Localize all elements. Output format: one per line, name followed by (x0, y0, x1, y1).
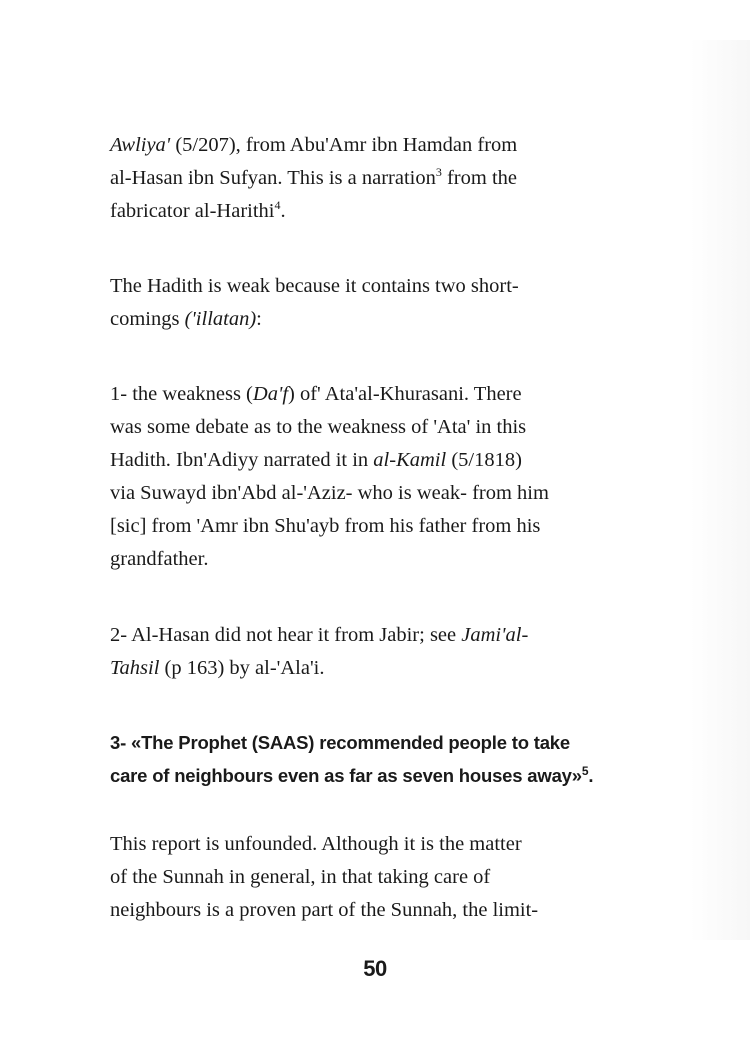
footnote-marker: 3 (435, 165, 442, 180)
text-line (110, 162, 632, 195)
italic-term: Da'f (252, 383, 289, 405)
text-line: 3- «The Prophet (SAAS) recommended people to take (110, 732, 570, 753)
line-text: : (256, 308, 262, 330)
line-text: 1- the weakness ( (110, 383, 253, 405)
hadith-heading (110, 726, 632, 792)
line-text: comings (110, 308, 185, 330)
line-text: care of neighbours even as far as seven houses away» (110, 765, 582, 786)
text-line (110, 759, 632, 792)
italic-term: Awliya' (110, 134, 171, 156)
line-text: (5/207), from Abu'Amr ibn Hamdan from (170, 134, 518, 156)
text-line (110, 303, 632, 336)
paragraph-source-citation (110, 129, 632, 228)
line-text: (5/1818) (446, 449, 522, 471)
paragraph-point-2 (110, 619, 632, 685)
italic-term: Tahsil (110, 657, 160, 679)
text-line (110, 444, 632, 477)
line-text: Hadith. Ibn'Adiyy narrated it in (110, 449, 374, 471)
paragraph-unfounded (110, 828, 632, 927)
italic-term: al-Kamil (373, 449, 447, 471)
text-line (110, 378, 632, 411)
text-line: via Suwayd ibn'Abd al-'Aziz- who is weak- from him (110, 482, 549, 504)
text-line: was some debate as to the weakness of 'Ata' in this (110, 416, 527, 438)
line-text: 2- Al-Hasan did not hear it from Jabir; see (110, 624, 462, 646)
italic-term: Jami'al- (461, 624, 529, 646)
text-line (110, 195, 632, 228)
paragraph-point-1 (110, 378, 632, 576)
text-line: This report is unfounded. Although it is the matter (110, 833, 522, 855)
text-line (110, 652, 632, 685)
paragraph-shortcomings (110, 270, 632, 336)
text-line: of the Sunnah in general, in that taking care of (110, 866, 491, 888)
text-line (110, 619, 632, 652)
footnote-marker: 4 (274, 198, 281, 213)
text-line: The Hadith is weak because it contains two short- (110, 275, 519, 297)
line-text: . (280, 200, 286, 222)
line-text: al-Hasan ibn Sufyan. This is a narration (110, 167, 436, 189)
text-line: grandfather. (110, 548, 209, 570)
text-line: [sic] from 'Amr ibn Shu'ayb from his father from his (110, 515, 541, 537)
line-text: . (588, 765, 594, 786)
text-line: neighbours is a proven part of the Sunnah, the limit- (110, 899, 539, 921)
text-line (110, 129, 632, 162)
line-text: ) of' Ata'al-Khurasani. There (288, 383, 522, 405)
line-text: from the (441, 167, 517, 189)
footnote-marker: 5 (581, 763, 589, 778)
italic-term: ('illatan) (184, 308, 257, 330)
page-number: 50 (363, 956, 387, 981)
scan-shadow (690, 40, 750, 940)
line-text: (p 163) by al-'Ala'i. (159, 657, 325, 679)
line-text: fabricator al-Harithi (110, 200, 275, 222)
